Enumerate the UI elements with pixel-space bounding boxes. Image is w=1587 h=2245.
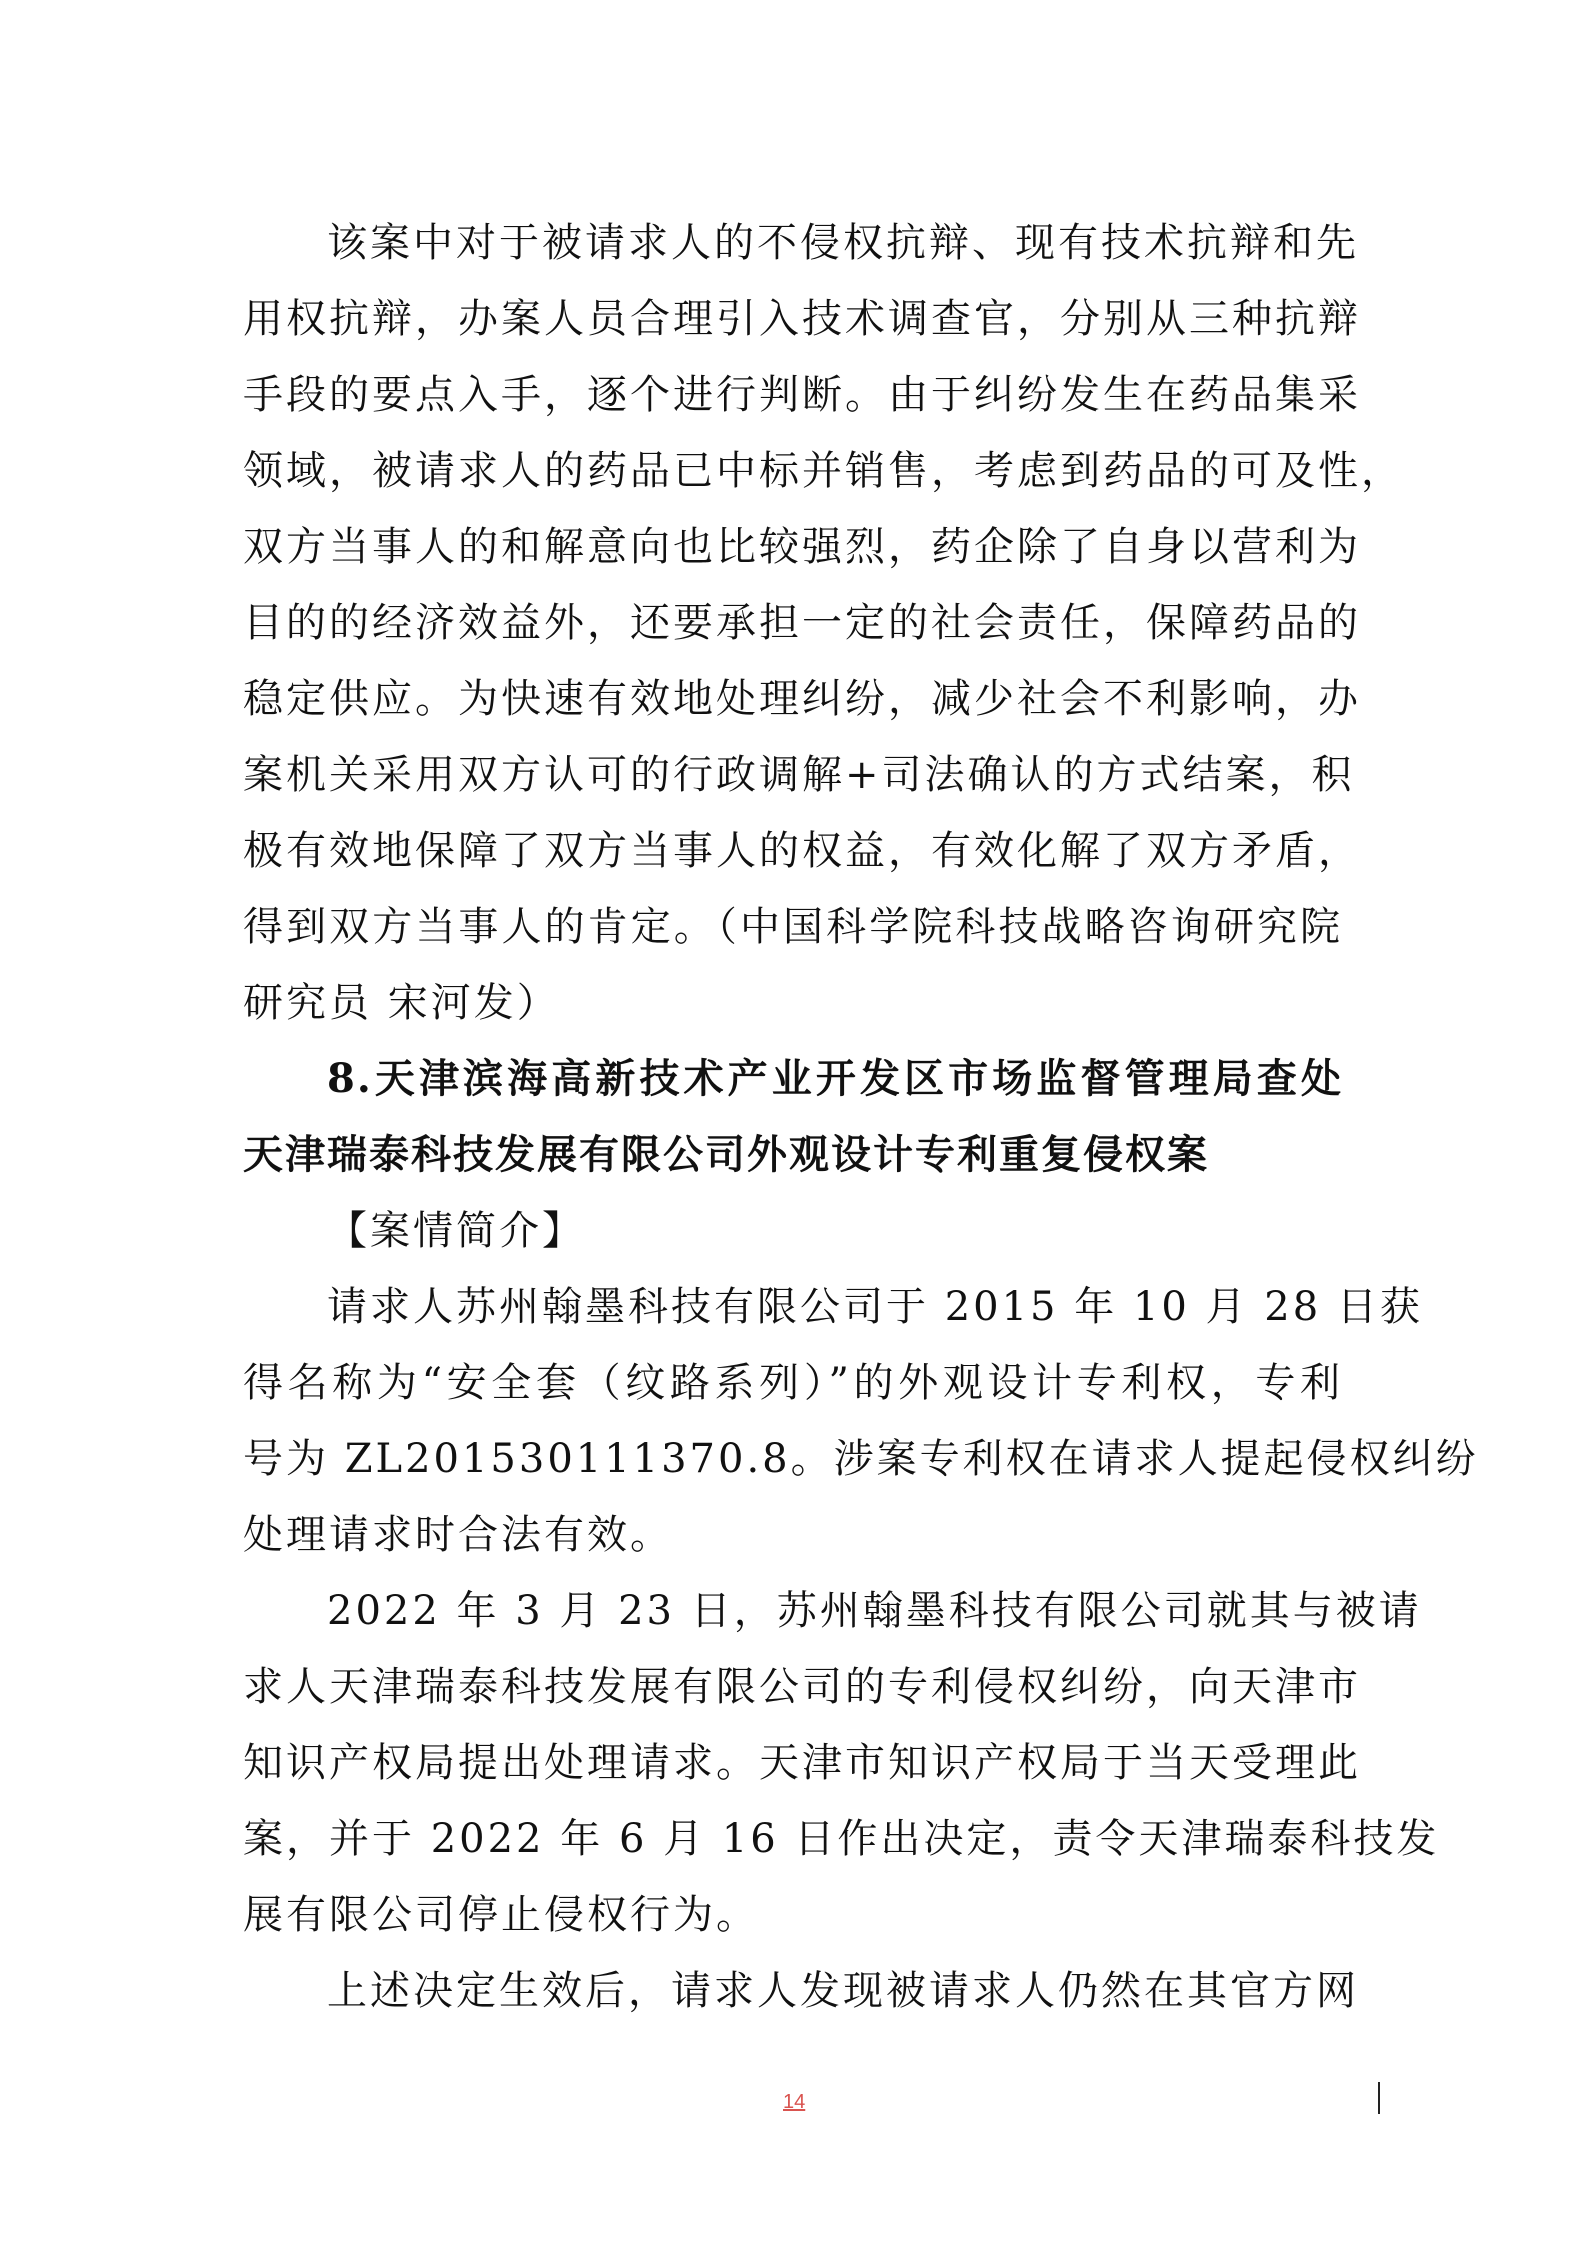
paragraph-line: 稳定供应。为快速有效地处理纠纷，减少社会不利影响，办 bbox=[243, 676, 1361, 722]
document-body bbox=[243, 205, 1479, 2029]
paragraph-line: 上述决定生效后，请求人发现被请求人仍然在其官方网 bbox=[327, 1968, 1359, 2014]
section-label: 【案情简介】 bbox=[327, 1208, 585, 1254]
paragraph-line: 知识产权局提出处理请求。天津市知识产权局于当天受理此 bbox=[243, 1740, 1361, 1786]
paragraph-line: 双方当事人的和解意向也比较强烈，药企除了自身以营利为 bbox=[243, 524, 1361, 570]
paragraph-line: 极有效地保障了双方当事人的权益，有效化解了双方矛盾， bbox=[243, 828, 1361, 874]
page-number: 14 bbox=[783, 2091, 806, 2113]
paragraph-line: 2022 年 3 月 23 日，苏州翰墨科技有限公司就其与被请 bbox=[327, 1588, 1422, 1634]
paragraph-line: 得名称为“安全套（纹路系列）”的外观设计专利权，专利 bbox=[243, 1360, 1343, 1406]
paragraph-line: 该案中对于被请求人的不侵权抗辩、现有技术抗辩和先 bbox=[327, 220, 1359, 266]
paragraph-line: 目的的经济效益外，还要承担一定的社会责任，保障药品的 bbox=[243, 600, 1361, 646]
footer-divider bbox=[1378, 2082, 1380, 2114]
paragraph-line: 研究员 宋河发） bbox=[243, 980, 560, 1026]
paragraph-line: 展有限公司停止侵权行为。 bbox=[243, 1892, 759, 1938]
case-heading-line: 天津瑞泰科技发展有限公司外观设计专利重复侵权案 bbox=[243, 1131, 1209, 1178]
paragraph-line: 得到双方当事人的肯定。（中国科学院科技战略咨询研究院 bbox=[243, 904, 1343, 950]
paragraph-line: 领域，被请求人的药品已中标并销售，考虑到药品的可及性， bbox=[243, 448, 1404, 494]
paragraph-line: 求人天津瑞泰科技发展有限公司的专利侵权纠纷，向天津市 bbox=[243, 1664, 1361, 1710]
paragraph-line: 号为 ZL201530111370.8。涉案专利权在请求人提起侵权纠纷 bbox=[243, 1436, 1479, 1482]
paragraph-line: 用权抗辩，办案人员合理引入技术调查官，分别从三种抗辩 bbox=[243, 296, 1361, 342]
paragraph-line: 处理请求时合法有效。 bbox=[243, 1512, 673, 1558]
paragraph-line: 手段的要点入手，逐个进行判断。由于纠纷发生在药品集采 bbox=[243, 372, 1361, 418]
paragraph-line: 案机关采用双方认可的行政调解+司法确认的方式结案，积 bbox=[243, 752, 1355, 798]
paragraph-line: 案，并于 2022 年 6 月 16 日作出决定，责令天津瑞泰科技发 bbox=[243, 1816, 1440, 1862]
case-heading-line: 8.天津滨海高新技术产业开发区市场监督管理局查处 bbox=[327, 1055, 1343, 1102]
paragraph-line: 请求人苏州翰墨科技有限公司于 2015 年 10 月 28 日获 bbox=[327, 1284, 1423, 1330]
